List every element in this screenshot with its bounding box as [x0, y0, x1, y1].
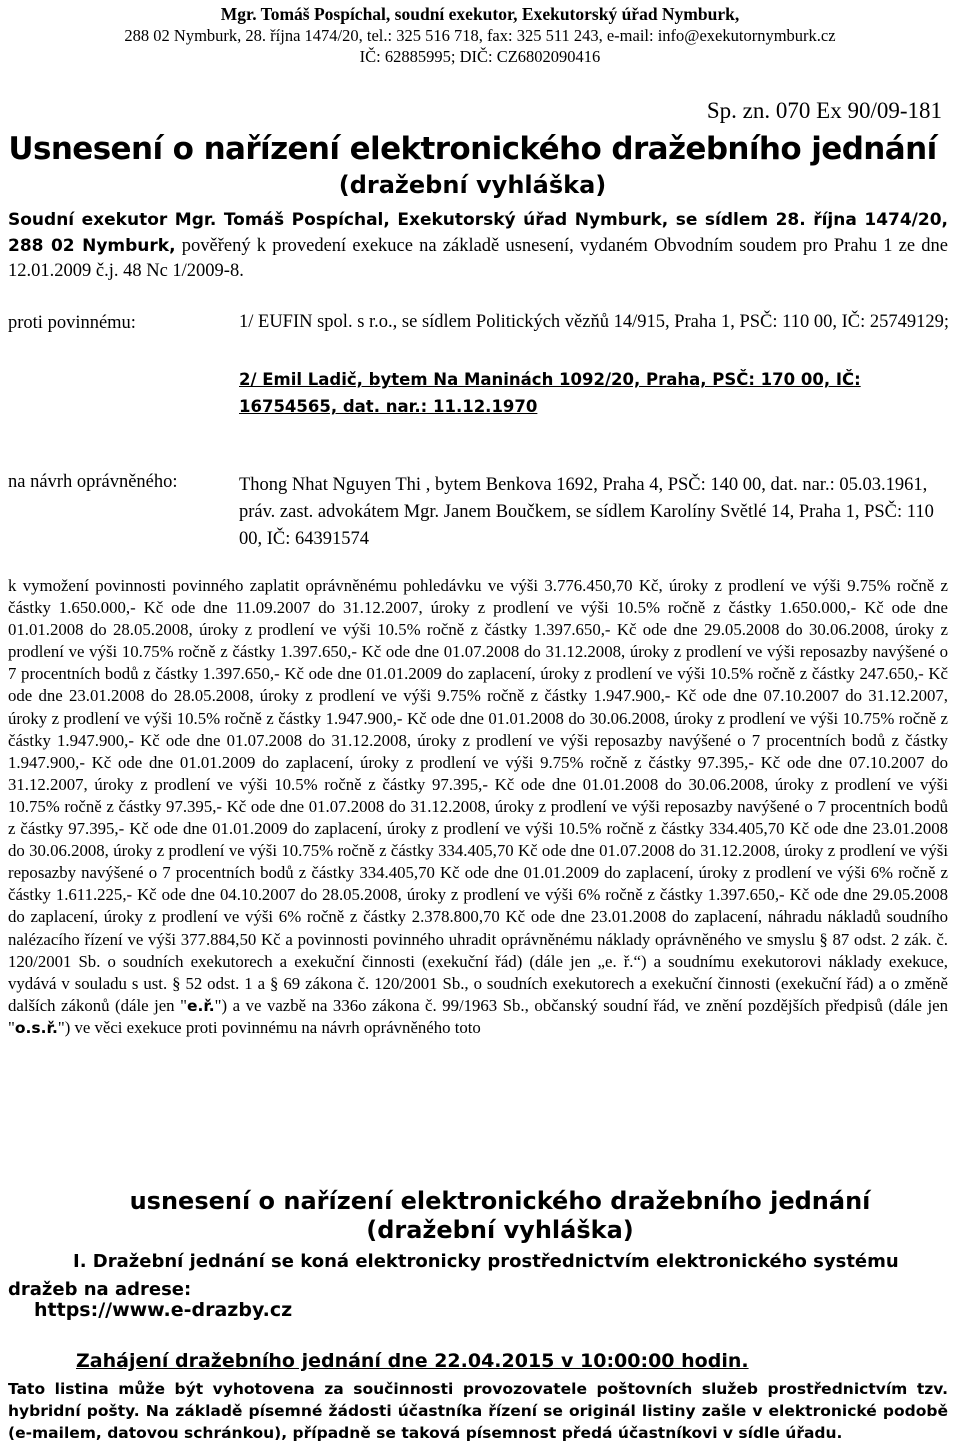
debtor-label: proti povinnému:	[8, 313, 136, 333]
resolution-title: usnesení o nařízení elektronického dražebního jednání	[129, 1187, 871, 1215]
footer-note: Tato listina může být vyhotovena za součinnosti provozovatele poštovních služeb prostřednictvím tzv. hybridní pošty. Na základě písemné žádosti účastníka řízení se originál listiny zašle v elektronické podobě (e-mailem, datovou schránkou), případně se taková písemnost předá účastníkovi v sídle úřadu.	[8, 1380, 948, 1442]
issuer-ids: IČ: 62885995; DIČ: CZ6802090416	[359, 47, 601, 66]
auction-url[interactable]: https://www.e-drazby.cz	[34, 1299, 293, 1321]
section-1	[8, 1248, 948, 1304]
claim-text-2: ") a ve vazbě na 336o zákona č. 99/1963 Sb., občanský soudní řád, ve znění pozdějších předpisů (dále jen "	[8, 995, 948, 1037]
issuer-header	[0, 4, 960, 67]
document-title: Usnesení o nařízení elektronického dražebního jednání	[8, 131, 937, 167]
claim-paragraph	[8, 575, 948, 1039]
intro-text: pověřený k provedení exekuce na základě usnesení, vydaném Obvodním soudem pro Prahu 1 ze dne 12.01.2009 č.j. 48 Nc 1/2009-8.	[8, 235, 948, 281]
claim-abbr-er: e.ř.	[186, 996, 215, 1015]
issuer-address: 288 02 Nymburk, 28. října 1474/20, tel.: 325 516 718, fax: 325 511 243, e-mail: info@exekutornymburk.cz	[124, 26, 836, 45]
debtor-1: 1/ EUFIN spol. s r.o., se sídlem Politických vězňů 14/915, Praha 1, PSČ: 110 00, IČ: 25749129;	[239, 312, 950, 332]
case-number: Sp. zn. 070 Ex 90/09-181	[706, 98, 942, 123]
issuer-name: Mgr. Tomáš Pospíchal, soudní exekutor, Exekutorský úřad Nymburk,	[220, 4, 740, 24]
claim-text-3: ") ve věci exekuce proti povinnému na návrh oprávněného toto	[57, 1017, 481, 1037]
debtor-2: 2/ Emil Ladič, bytem Na Maninách 1092/20, Praha, PSČ: 170 00, IČ: 16754565, dat. nar.: 11.12.1970	[239, 370, 861, 416]
creditor-text: Thong Nhat Nguyen Thi , bytem Benkova 1692, Praha 4, PSČ: 140 00, dat. nar.: 05.03.1961, práv. zast. advokátem Mgr. Janem Boučkem, se sídlem Karolíny Světlé 14, Praha 1, PSČ: 110 00, IČ: 64391574	[239, 475, 934, 549]
document-subtitle: (dražební vyhláška)	[338, 171, 607, 199]
auction-start: Zahájení dražebního jednání dne 22.04.2015 v 10:00:00 hodin.	[76, 1350, 749, 1372]
creditor-label: na návrh oprávněného:	[8, 472, 178, 492]
intro-bold: Soudní exekutor Mgr. Tomáš Pospíchal, Exekutorský úřad Nymburk, se sídlem 28. října 1474/20, 288 02 Nymburk,	[8, 210, 948, 256]
resolution-subtitle: (dražební vyhláška)	[366, 1216, 634, 1244]
intro-paragraph	[8, 208, 948, 285]
claim-text-1: k vymožení povinnosti povinného zaplatit oprávněnému pohledávku ve výši 3.776.450,70 Kč, úroky z prodlení ve výši 9.75% ročně z částky 1.650.000,- Kč ode dne 11.09.2007 do 31.12.2007, úroky z prodlení ve výši 10.5% ročně z částky 1.650.000,- Kč ode dne 01.01.2008 do 28.05.2008, úroky z prodlení ve výši 10.5% ročně z částky 1.397.650,- Kč ode dne 29.05.2008 do 30.06.2008, úroky z prodlení ve výši 10.75% ročně z částky 1.397.650,- Kč ode dne 01.07.2008 do 31.12.2008, úroky z prodlení ve výši reposazby navýšené o 7 procentních bodů z částky 1.397.650,- Kč ode dne 01.01.2009 do zaplacení, úroky z prodlení ve výši 10.5% ročně z částky 247.650,- Kč ode dne 23.01.2008 do 28.05.2008, úroky z prodlení ve výši 9.75% ročně z částky 1.947.900,- Kč ode dne 07.10.2007 do 31.12.2007, úroky z prodlení ve výši 10.5% ročně z částky 1.947.900,- Kč ode dne 01.01.2008 do 30.06.2008, úroky z prodlení ve výši 10.75% ročně z částky 1.947.900,- Kč ode dne 01.07.2008 do 31.12.2008, úroky z prodlení ve výši reposazby navýšené o 7 procentních bodů z částky 1.947.900,- Kč ode dne 01.01.2009 do zaplacení, úroky z prodlení ve výši 9.75% ročně z částky 97.395,- Kč ode dne 07.10.2007 do 31.12.2007, úroky z prodlení ve výši 10.5% ročně z částky 97.395,- Kč ode dne 01.01.2008 do 30.06.2008, úroky z prodlení ve výši 10.75% ročně z částky 97.395,- Kč ode dne 01.07.2008 do 31.12.2008, úroky z prodlení ve výši reposazby navýšené o 7 procentních bodů z částky 97.395,- Kč ode dne 01.01.2009 do zaplacení, úroky z prodlení ve výši 10.5% ročně z částky 334.405,70 Kč ode dne 23.01.2008 do 30.06.2008, úroky z prodlení ve výši 10.75% ročně z částky 334.405,70 Kč ode dne 01.07.2008 do 31.12.2008, úroky z prodlení ve výši reposazby navýšené o 7 procentních bodů z částky 334.405,70 Kč ode dne 01.01.2009 do zaplacení, úroky z prodlení ve výši 6% ročně z částky 1.611.225,- Kč ode dne 04.10.2007 do 28.05.2008, úroky z prodlení ve výši 6% ročně z částky 1.397.650,- Kč ode dne 29.05.2008 do zaplacení, úroky z prodlení ve výši 6% ročně z částky 2.378.800,70 Kč ode dne 23.01.2008 do zaplacení, náhradu nákladů soudního nalézacího řízení ve výši 377.884,50 Kč a povinnosti povinného uhradit oprávněnému náklady oprávněného ve smyslu § 87 odst. 2 zák. č. 120/2001 Sb. o soudních exekutorech a exekuční činnosti (exekuční řád) (dále jen „e. ř.“) a soudnímu exekutorovi náklady exekuce, vydává v souladu s ust. § 52 odst. 1 a § 69 zákona č. 120/2001 Sb., o soudních exekutorech a exekuční činnosti (exekuční řád) a o změně dalších zákonů (dále jen "	[8, 576, 948, 1015]
claim-abbr-osr: o.s.ř.	[14, 1018, 58, 1037]
section-1-text: I. Dražební jednání se koná elektronicky prostřednictvím elektronického systému dražeb na adrese:	[8, 1251, 899, 1300]
